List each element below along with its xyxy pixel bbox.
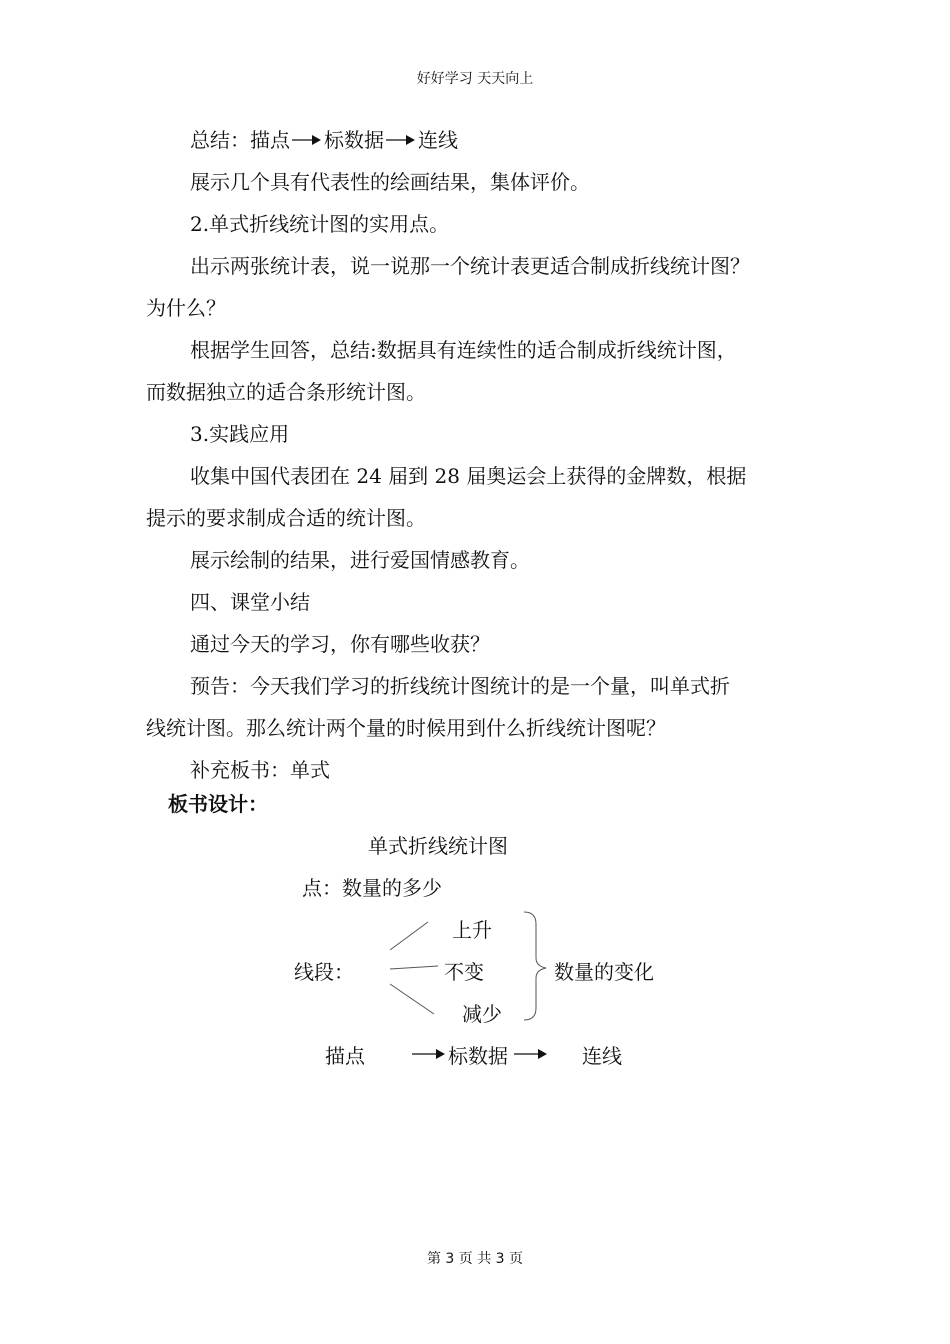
section-heading: 2.单式折线统计图的实用点。 [190, 212, 450, 236]
arrow-right-icon [384, 130, 418, 150]
summary-prefix: 总结：描点 [190, 128, 290, 152]
lesson-body [146, 119, 816, 791]
page-footer: 第 3 页 共 3 页 [426, 1251, 524, 1267]
segment-label: 线段： [294, 960, 354, 984]
summary-line [146, 119, 816, 161]
branch-fall: 减少 [462, 1002, 502, 1026]
brace-label: 数量的变化 [554, 960, 654, 984]
section-heading: 3.实践应用 [190, 422, 290, 446]
summary-suffix: 连线 [418, 128, 458, 152]
paragraph: 为什么？ [146, 296, 226, 320]
board-title: 单式折线统计图 [368, 834, 508, 858]
page-header: 好好学习 天天向上 [416, 71, 534, 87]
paragraph: 线统计图。那么统计两个量的时候用到什么折线统计图呢？ [146, 716, 666, 740]
branch-rise: 上升 [452, 918, 492, 942]
paragraph: 通过今天的学习，你有哪些收获？ [190, 632, 490, 656]
paragraph: 展示绘制的结果，进行爱国情感教育。 [190, 548, 530, 572]
paragraph: 提示的要求制成合适的统计图。 [146, 506, 426, 530]
paragraph: 补充板书：单式 [190, 758, 330, 782]
point-line: 点：数量的多少 [302, 876, 442, 900]
summary-mid: 标数据 [324, 128, 384, 152]
paragraph: 根据学生回答，总结:数据具有连续性的适合制成折线统计图， [190, 338, 737, 362]
section-heading: 四、课堂小结 [190, 590, 310, 614]
branch-flat: 不变 [444, 960, 484, 984]
flow-connect-line: 连线 [582, 1044, 622, 1068]
paragraph: 收集中国代表团在 24 届到 28 届奥运会上获得的金牌数，根据 [190, 464, 747, 488]
flow-plot-point: 描点 [325, 1044, 365, 1068]
paragraph: 出示两张统计表，说一说那一个统计表更适合制成折线统计图？ [190, 254, 750, 278]
paragraph: 展示几个具有代表性的绘画结果，集体评价。 [190, 170, 590, 194]
paragraph: 预告：今天我们学习的折线统计图统计的是一个量，叫单式折 [190, 674, 730, 698]
flow-label-data: 标数据 [448, 1044, 508, 1068]
paragraph: 而数据独立的适合条形统计图。 [146, 380, 426, 404]
board-design-heading: 板书设计： [168, 792, 268, 816]
arrow-right-icon [290, 130, 324, 150]
